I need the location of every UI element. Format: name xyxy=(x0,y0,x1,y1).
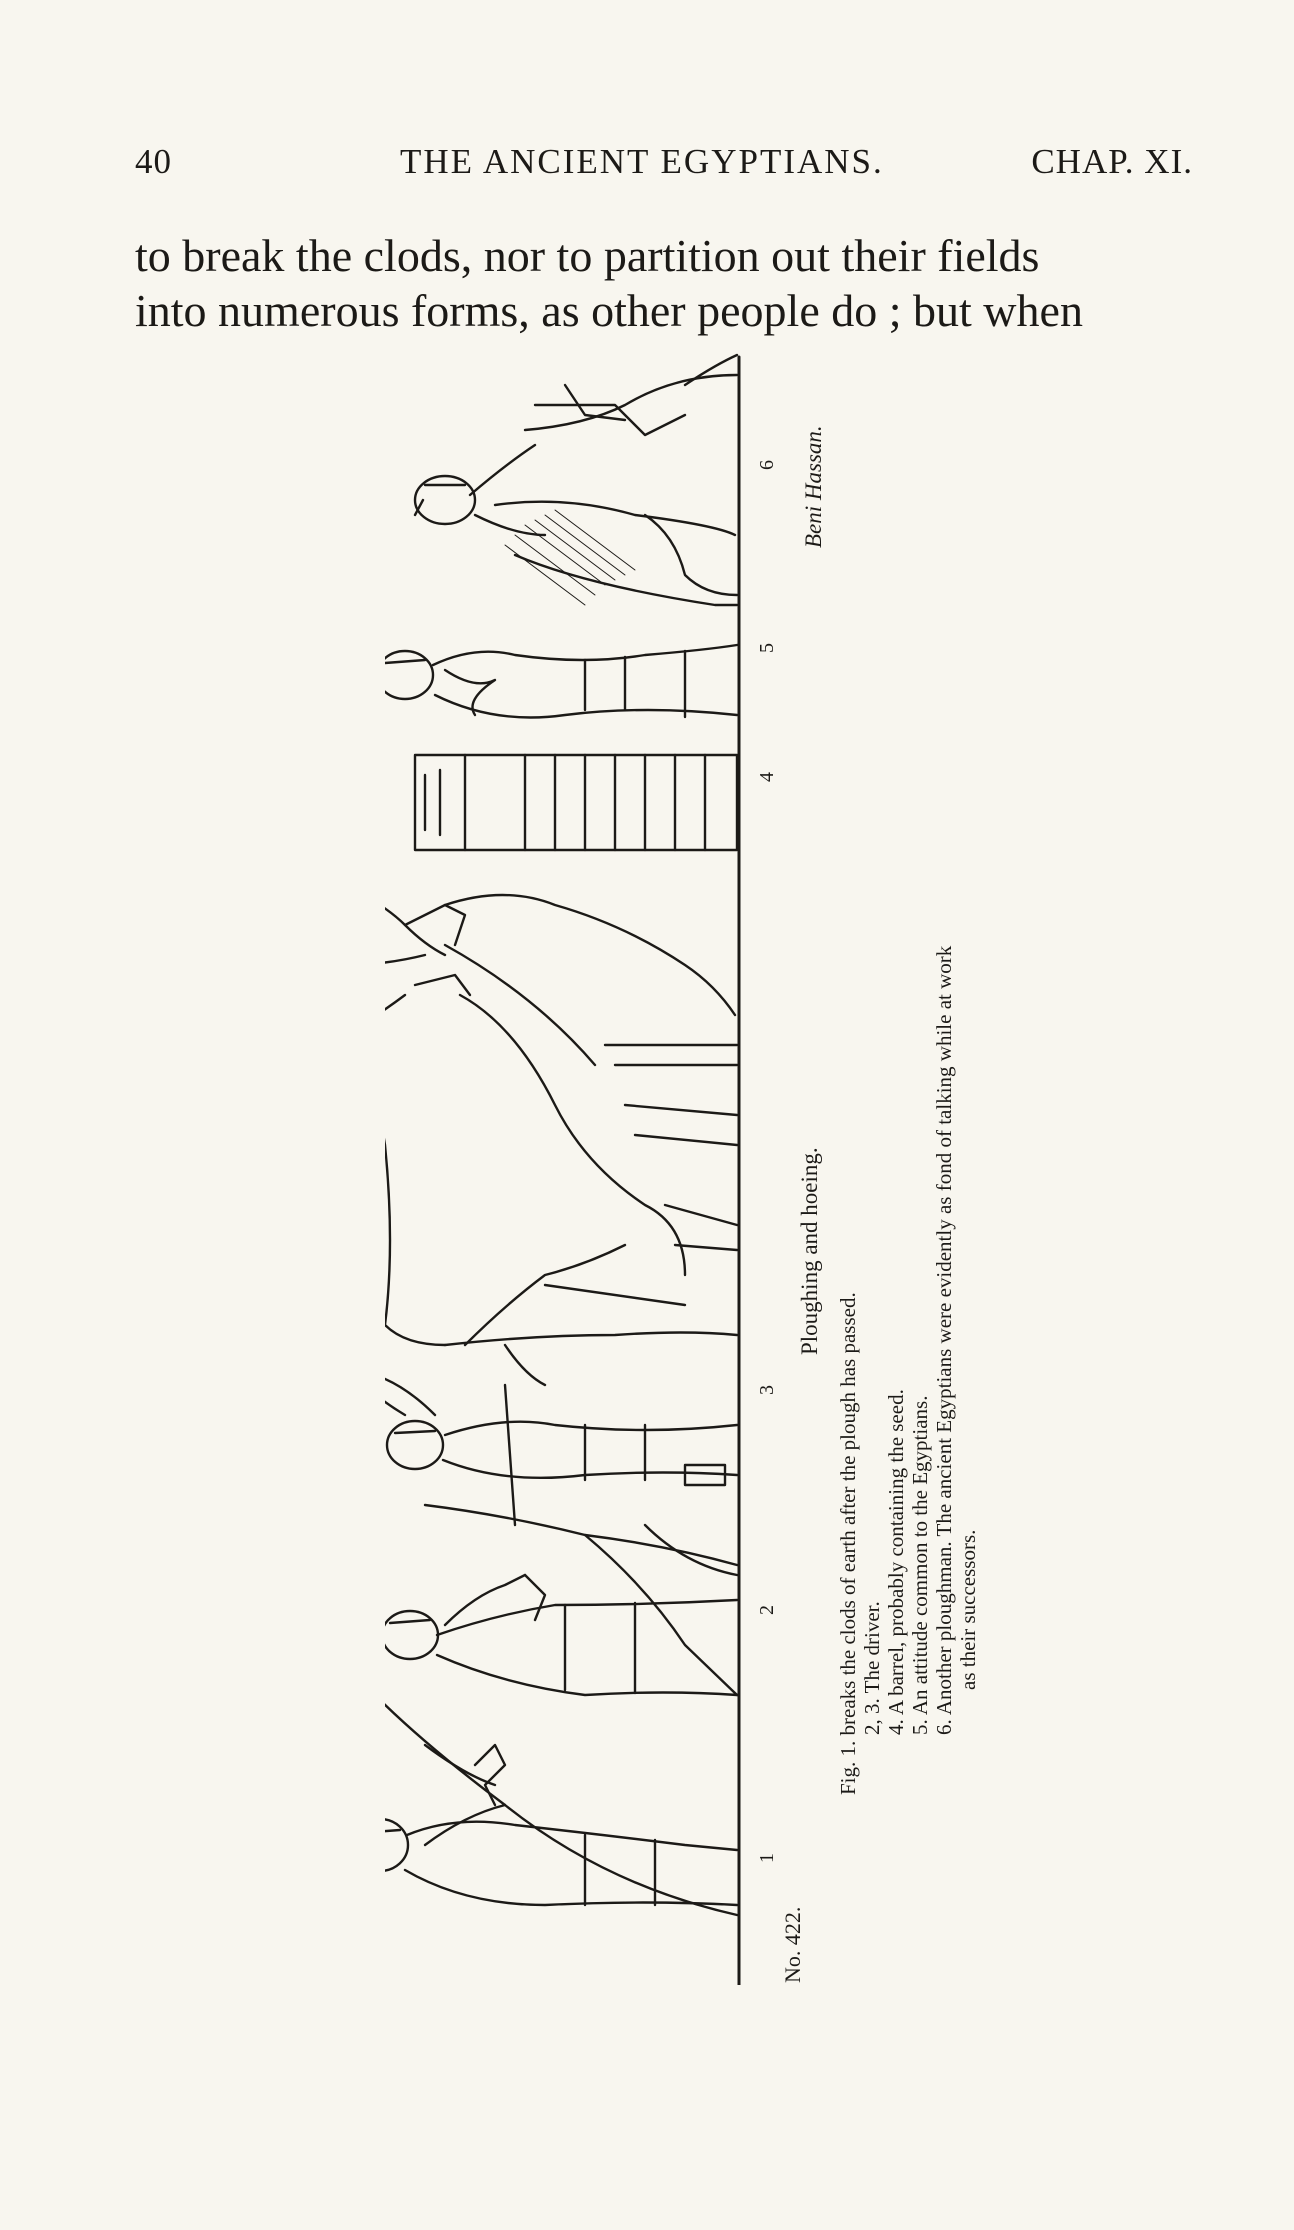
figure-6-ploughman xyxy=(415,355,737,605)
body-paragraph xyxy=(135,228,1195,338)
plate-number: No. 422. xyxy=(780,1906,805,1983)
running-header xyxy=(135,142,1193,192)
figure-label-6: 6 xyxy=(756,460,778,470)
figure-2-ploughman xyxy=(385,1575,737,1695)
caption-line: Fig. 1. breaks the clods of earth after the plough has passed. xyxy=(836,1292,860,1795)
caption-line: 5. An attitude common to the Egyptians. xyxy=(908,1395,932,1735)
caption-line: 6. Another ploughman. The ancient Egyptians were evidently as fond of talking while at work xyxy=(932,945,956,1735)
figure-plate xyxy=(385,345,785,1985)
body-line: into numerous forms, as other people do ; but when xyxy=(135,285,1083,336)
figure-label-3: 3 xyxy=(756,1385,778,1395)
figure-label-1: 1 xyxy=(756,1853,778,1863)
figure-5-crouching-man xyxy=(385,645,737,718)
figure-4-seed-barrel xyxy=(415,755,737,850)
figure-source: Beni Hassan. xyxy=(801,425,826,548)
figure-1-hoeing-man xyxy=(385,1695,737,1915)
chapter-label: CHAP. XI. xyxy=(1031,142,1193,181)
plough xyxy=(425,1465,737,1695)
figure-3-driver xyxy=(385,1342,737,1525)
caption-line: as their successors. xyxy=(956,1529,980,1690)
ploughing-illustration xyxy=(385,345,785,1985)
figure-label-5: 5 xyxy=(756,643,778,653)
running-title: THE ANCIENT EGYPTIANS. xyxy=(400,142,884,181)
caption-line: 2, 3. The driver. xyxy=(860,1601,884,1735)
figure-title: Ploughing and hoeing. xyxy=(797,1147,822,1355)
body-line: to break the clods, nor to partition out their fields xyxy=(135,230,1040,281)
figure-label-4: 4 xyxy=(756,772,778,782)
oxen-pair xyxy=(385,865,737,1385)
caption-line: 4. A barrel, probably containing the seed. xyxy=(884,1389,908,1735)
figure-label-2: 2 xyxy=(756,1605,778,1615)
page-number: 40 xyxy=(135,142,172,181)
